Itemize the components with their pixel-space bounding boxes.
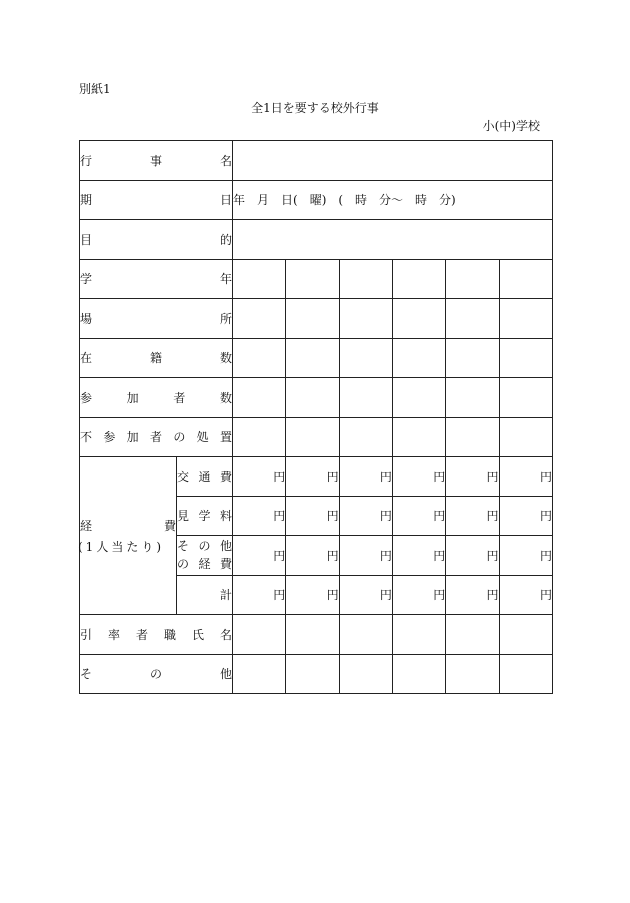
- label-other: そ の 他: [80, 654, 233, 694]
- participants-cell[interactable]: [233, 378, 286, 418]
- label-expenses: 経 費 (1人当たり): [80, 457, 177, 615]
- label-non-participants: 不 参 加 者 の 処 置: [80, 417, 233, 457]
- document-title: 全1日を要する校外行事: [251, 101, 379, 115]
- label-date: 期 日: [80, 180, 233, 220]
- total-cell[interactable]: 円: [499, 575, 553, 615]
- grade-cell[interactable]: [392, 259, 445, 299]
- grade-cell[interactable]: [339, 259, 392, 299]
- transport-cell[interactable]: 円: [286, 457, 339, 497]
- other-expense-cell[interactable]: 円: [446, 536, 499, 576]
- row-non-participants: [80, 417, 553, 457]
- admission-cell[interactable]: 円: [339, 496, 392, 536]
- non-participants-cell[interactable]: [499, 417, 553, 457]
- grade-cell[interactable]: [499, 259, 553, 299]
- label-place: 場 所: [80, 299, 233, 339]
- non-participants-cell[interactable]: [233, 417, 286, 457]
- participants-cell[interactable]: [286, 378, 339, 418]
- other-cell[interactable]: [339, 654, 392, 694]
- enrolled-cell[interactable]: [286, 338, 339, 378]
- other-expense-cell[interactable]: 円: [339, 536, 392, 576]
- place-cell[interactable]: [233, 299, 286, 339]
- grade-cell[interactable]: [286, 259, 339, 299]
- label-admission: 見 学 料: [177, 496, 233, 536]
- appendix-label: 別紙1: [79, 82, 111, 96]
- transport-cell[interactable]: 円: [339, 457, 392, 497]
- leader-cell[interactable]: [392, 615, 445, 655]
- other-cell[interactable]: [499, 654, 553, 694]
- admission-cell[interactable]: 円: [286, 496, 339, 536]
- event-name-value[interactable]: [233, 141, 553, 181]
- purpose-value[interactable]: [233, 220, 553, 260]
- other-expense-cell[interactable]: 円: [233, 536, 286, 576]
- transport-cell[interactable]: 円: [392, 457, 445, 497]
- enrolled-cell[interactable]: [392, 338, 445, 378]
- transport-cell[interactable]: 円: [233, 457, 286, 497]
- participants-cell[interactable]: [339, 378, 392, 418]
- leader-cell[interactable]: [286, 615, 339, 655]
- total-cell[interactable]: 円: [286, 575, 339, 615]
- place-cell[interactable]: [339, 299, 392, 339]
- school-name: 小(中)学校: [482, 119, 540, 133]
- other-cell[interactable]: [392, 654, 445, 694]
- event-form-table: [79, 140, 553, 694]
- other-cell[interactable]: [286, 654, 339, 694]
- total-cell[interactable]: 円: [233, 575, 286, 615]
- grade-cell[interactable]: [446, 259, 499, 299]
- row-purpose: [80, 220, 553, 260]
- enrolled-cell[interactable]: [499, 338, 553, 378]
- enrolled-cell[interactable]: [446, 338, 499, 378]
- label-grade: 学 年: [80, 259, 233, 299]
- label-enrolled: 在 籍 数: [80, 338, 233, 378]
- row-leader: [80, 615, 553, 655]
- date-value[interactable]: [233, 180, 553, 220]
- label-leader: 引 率 者 職 氏 名: [80, 615, 233, 655]
- other-expense-cell[interactable]: 円: [392, 536, 445, 576]
- row-expense-transport: [80, 457, 553, 497]
- row-date: [80, 180, 553, 220]
- label-event-name-text: 行 事 名: [80, 153, 233, 168]
- row-place: [80, 299, 553, 339]
- non-participants-cell[interactable]: [339, 417, 392, 457]
- leader-cell[interactable]: [339, 615, 392, 655]
- row-event-name: [80, 141, 553, 181]
- label-per-person: (1人当たり): [78, 539, 164, 554]
- participants-cell[interactable]: [392, 378, 445, 418]
- label-event-name: [80, 141, 233, 181]
- other-expense-cell[interactable]: 円: [499, 536, 553, 576]
- admission-cell[interactable]: 円: [499, 496, 553, 536]
- other-cell[interactable]: [233, 654, 286, 694]
- non-participants-cell[interactable]: [446, 417, 499, 457]
- admission-cell[interactable]: 円: [392, 496, 445, 536]
- total-cell[interactable]: 円: [446, 575, 499, 615]
- other-cell[interactable]: [446, 654, 499, 694]
- admission-cell[interactable]: 円: [233, 496, 286, 536]
- place-cell[interactable]: [446, 299, 499, 339]
- participants-cell[interactable]: [446, 378, 499, 418]
- label-transport: 交 通 費: [177, 457, 233, 497]
- leader-cell[interactable]: [233, 615, 286, 655]
- total-cell[interactable]: 円: [392, 575, 445, 615]
- other-expense-cell[interactable]: 円: [286, 536, 339, 576]
- row-other: [80, 654, 553, 694]
- leader-cell[interactable]: [446, 615, 499, 655]
- row-enrolled: [80, 338, 553, 378]
- enrolled-cell[interactable]: [233, 338, 286, 378]
- date-template: 年 月 日( 曜) ( 時 分〜 時 分): [233, 193, 456, 208]
- row-grade: [80, 259, 553, 299]
- enrolled-cell[interactable]: [339, 338, 392, 378]
- participants-cell[interactable]: [499, 378, 553, 418]
- leader-cell[interactable]: [499, 615, 553, 655]
- place-cell[interactable]: [392, 299, 445, 339]
- non-participants-cell[interactable]: [286, 417, 339, 457]
- row-participants: [80, 378, 553, 418]
- label-total: 計: [177, 575, 233, 615]
- non-participants-cell[interactable]: [392, 417, 445, 457]
- label-participants: 参 加 者 数: [80, 378, 233, 418]
- grade-cell[interactable]: [233, 259, 286, 299]
- place-cell[interactable]: [499, 299, 553, 339]
- transport-cell[interactable]: 円: [499, 457, 553, 497]
- transport-cell[interactable]: 円: [446, 457, 499, 497]
- admission-cell[interactable]: 円: [446, 496, 499, 536]
- total-cell[interactable]: 円: [339, 575, 392, 615]
- label-purpose: 目 的: [80, 220, 233, 260]
- label-other-expenses: そ の 他 の 経 費: [177, 536, 233, 576]
- place-cell[interactable]: [286, 299, 339, 339]
